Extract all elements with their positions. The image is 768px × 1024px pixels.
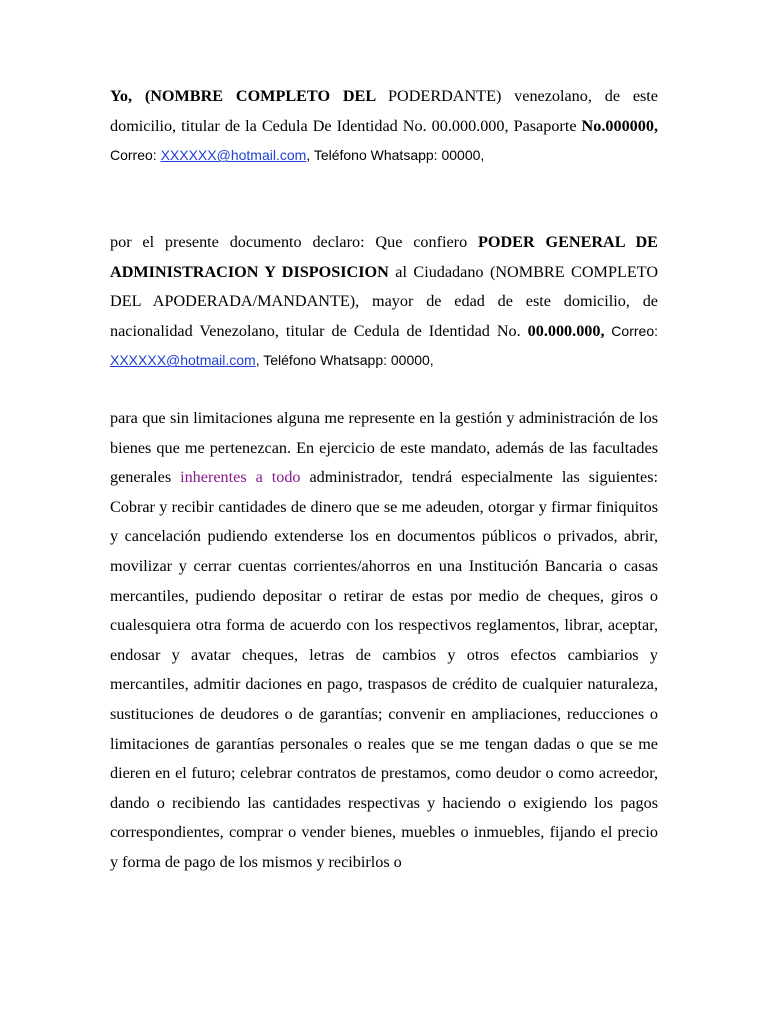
declaration-text: por el presente documento declaro: Que confiero bbox=[110, 233, 478, 251]
attorney-details: al Ciudadano (NOMBRE COMPLETO DEL APODERADA/MANDANTE), mayor de edad de este domicilio, de nacionalidad Venezolano, titular de Cedula de Identidad No. bbox=[110, 262, 659, 340]
grantor-email-label: Correo: bbox=[110, 147, 161, 164]
powers-paragraph bbox=[110, 404, 658, 878]
grantor-phone: , Teléfono Whatsapp: 00000, bbox=[306, 147, 485, 164]
powers-list: administrador, tendrá especialmente las siguientes: Cobrar y recibir cantidades de dinero que se me adeuden, otorgar y firmar finiquitos y cancelación pudiendo extenderse los en documentos públicos o privados, abrir, movilizar y cerrar cuentas corrientes/ahorros en una Institución Bancaria o casas mercantiles, pudiendo depositar o retirar de estas por medio de cheques, giros o cualesquiera otra forma de acuerdo con los respectivos reglamentos, librar, aceptar, endosar y avatar cheques, letras de cambios y otros efectos cambiarios y mercantiles, admitir daciones en pago, traspasos de crédito de cualquier naturaleza, sustituciones de deudores o de garantías; convenir en ampliaciones, reducciones o limitaciones de garantías personales o reales que se me tengan dadas o que se me dieren en el futuro; celebrar contratos de prestamos, como deudor o como acreedor, dando o recibiendo las cantidades respectivas y haciendo o exigiendo los pagos correspondientes, comprar o vender bienes, muebles o inmuebles, fijando el precio y forma de pago de los mismos y recibirlos o bbox=[110, 468, 659, 871]
grantor-email-link[interactable]: XXXXXX@hotmail.com bbox=[160, 147, 307, 164]
highlighted-phrase: inherentes a todo bbox=[180, 468, 301, 487]
grantor-passport-bold: No.000000, bbox=[581, 116, 658, 135]
powers-intro: para que sin limitaciones alguna me represente en la gestión y administración de los bienes que me pertenezcan. En ejercicio de este mandato, además de las facultades generales bbox=[110, 409, 658, 487]
grantor-details: PODERDANTE) venezolano, de este domicilio, titular de la Cedula De Identidad No. 00.000.000, Pasaporte bbox=[110, 87, 658, 135]
attorney-email-link[interactable]: XXXXXX@hotmail.com bbox=[110, 352, 256, 369]
power-grant-paragraph bbox=[110, 228, 658, 376]
grantor-name-bold: Yo, (NOMBRE COMPLETO DEL bbox=[110, 87, 389, 105]
attorney-id-bold: 00.000.000, bbox=[527, 321, 605, 340]
attorney-phone: , Teléfono Whatsapp: 00000, bbox=[255, 352, 434, 369]
power-type-bold: PODER GENERAL DE ADMINISTRACION Y DISPOSICION bbox=[110, 233, 658, 281]
grantor-paragraph bbox=[110, 82, 658, 171]
attorney-email-label: Correo: bbox=[604, 322, 658, 339]
